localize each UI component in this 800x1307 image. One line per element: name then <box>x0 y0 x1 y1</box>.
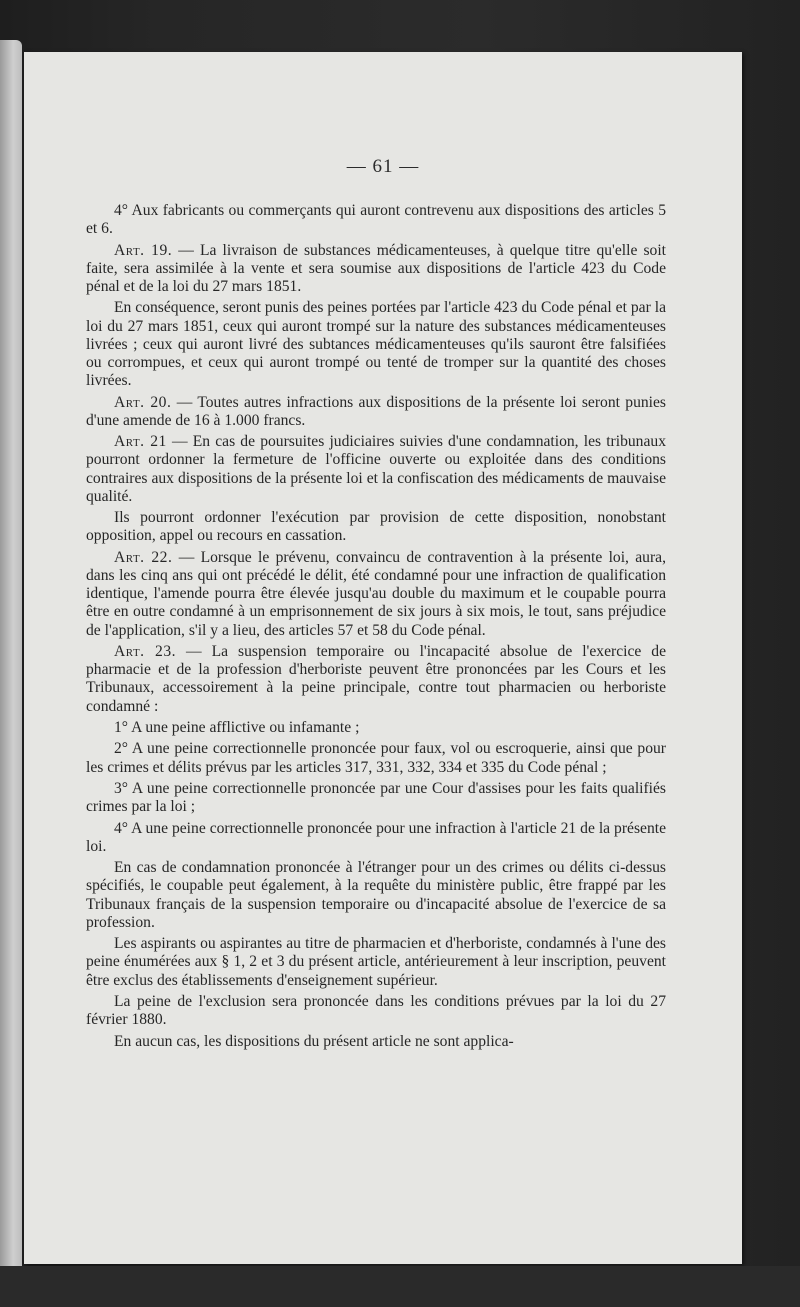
page-number: — 61 — <box>346 156 420 177</box>
adjacent-page-edge <box>0 40 22 1290</box>
paragraph <box>86 1033 666 1051</box>
scan-bottom-edge <box>0 1266 800 1307</box>
paragraph <box>86 394 666 430</box>
paragraph <box>86 242 666 297</box>
paragraph-text: En cas de condamnation prononcée à l'étranger pour un des crimes ou délits ci-dessus spécifiés, le coupable peut également, à la requête du ministère public, être frappé par les Tribunaux français de la suspension temporaire ou d'incapacité absolue de l'exercice de sa profession. <box>86 859 666 931</box>
paragraph-text: Les aspirants ou aspirantes au titre de pharmacien et d'herboriste, condamnés à l'une des peine énumérées aux § 1, 2 et 3 du présent article, antérieurement à leur inscription, peuvent être exclus des établissements d'enseignement supérieur. <box>86 935 666 989</box>
paragraph-text: — En cas de poursuites judiciaires suivies d'une condamnation, les tribunaux pourront ordonner la fermeture de l'officine ouverte ou exploitée dans des conditions contraires aux dispositions de la présente loi et la confiscation des médicaments de mauvaise qualité. <box>86 433 666 505</box>
paragraph <box>86 780 666 816</box>
paragraph-text: Ils pourront ordonner l'exécution par provision de cette disposition, nonobstant opposition, appel ou recours en cassation. <box>86 509 666 545</box>
paragraph <box>86 859 666 932</box>
paragraph-text: En conséquence, seront punis des peines portées par l'article 423 du Code pénal et par la loi du 27 mars 1851, ceux qui auront trompé sur la nature des substances médicamenteuses livrées ; ceux qui auront livré des subtances médicamenteuses qu'ils sauront être falsifiées ou corrompues, et ceux qui auront trompé ou tenté de tromper sur la quantité des choses livrées. <box>86 299 666 390</box>
article-label: Art. 23. <box>114 642 177 660</box>
article-label: Art. 22. <box>114 548 173 566</box>
paragraph-text: 3° A une peine correctionnelle prononcée par une Cour d'assises pour les faits qualifiés crimes par la loi ; <box>86 779 666 816</box>
paragraph <box>86 740 666 776</box>
paragraph <box>86 993 666 1029</box>
paragraph-text: En aucun cas, les dispositions du présent article ne sont applica- <box>114 1032 514 1050</box>
paragraph <box>86 549 666 640</box>
paragraph <box>86 935 666 990</box>
paragraph <box>86 643 666 716</box>
article-label: Art. 21 <box>114 433 167 451</box>
paragraph-text: — La suspension temporaire ou l'incapacité absolue de l'exercice de pharmacie et de la profession d'herboriste peuvent être prononcées par les Cours et les Tribunaux, accessoirement à la peine principale, contre tout pharmacien ou herboriste condamné : <box>86 642 666 715</box>
paragraph-text: 4° Aux fabricants ou commerçants qui auront contrevenu aux dispositions des articles 5 et 6. <box>86 202 666 238</box>
paragraph <box>86 433 666 506</box>
article-label: Art. 19. <box>114 241 173 259</box>
document-page <box>24 52 742 1264</box>
paragraph-text: — La livraison de substances médicamenteuses, à quelque titre qu'elle soit faite, sera assimilée à la vente et sera soumise aux dispositions de l'article 423 du Code pénal et de la loi du 27 mars 1851. <box>86 241 666 295</box>
paragraph-text: — Lorsque le prévenu, convaincu de contravention à la présente loi, aura, dans les cinq ans qui ont précédé le délit, été condamné pour une infraction de qualification identique, l'amende pourra être élevée jusqu'au double du maximum et le coupable pourra être en outre condamné à un emprisonnement de six jours à six mois, le tout, sans préjudice de l'application, s'il y a lieu, des articles 57 et 58 du Code pénal. <box>86 548 666 639</box>
paragraph <box>86 719 666 737</box>
paragraph-text: 4° A une peine correctionnelle prononcée pour une infraction à l'article 21 de la présente loi. <box>86 819 666 855</box>
paragraph-text: 2° A une peine correctionnelle prononcée pour faux, vol ou escroquerie, ainsi que pour les crimes et délits prévus par les articles 317, 331, 332, 334 et 335 du Code pénal ; <box>86 740 666 776</box>
paragraph <box>86 202 666 238</box>
paragraph-text: 1° A une peine afflictive ou infamante ; <box>114 718 360 736</box>
body-text <box>86 202 666 1054</box>
paragraph <box>86 299 666 390</box>
article-label: Art. 20. <box>114 393 172 411</box>
paragraph-text: — Toutes autres infractions aux dispositions de la présente loi seront punies d'une amende de 16 à 1.000 francs. <box>86 393 666 429</box>
paragraph <box>86 820 666 856</box>
paragraph-text: La peine de l'exclusion sera prononcée dans les conditions prévues par la loi du 27 février 1880. <box>86 992 666 1029</box>
paragraph <box>86 509 666 545</box>
